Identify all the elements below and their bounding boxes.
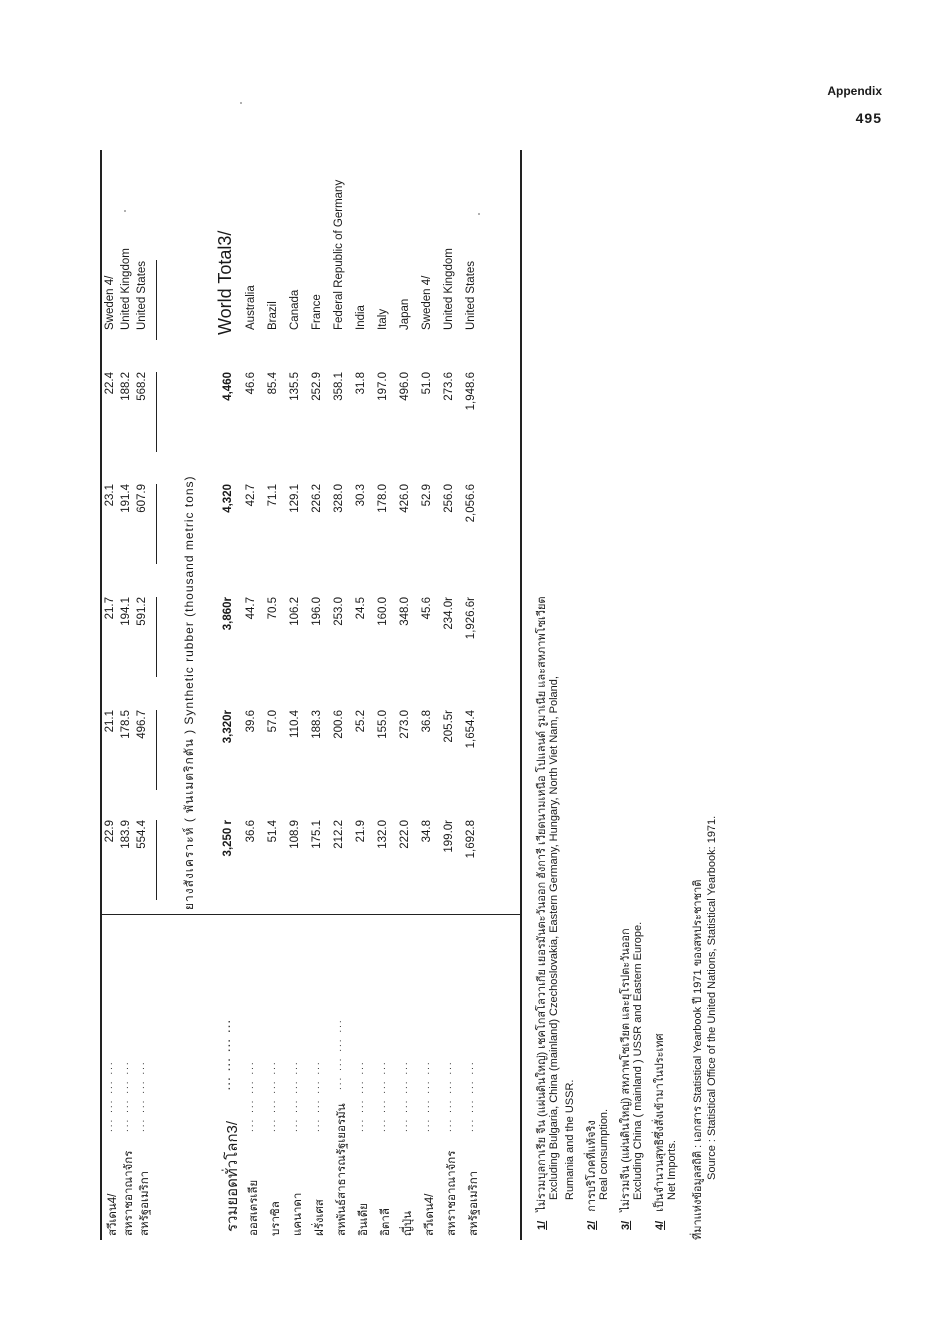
value-cell: 45.6: [421, 597, 433, 620]
value-cell: 358.1: [333, 372, 345, 401]
value-cell: 178.5: [120, 710, 132, 739]
row-thai-label: อินเดีย: [358, 1203, 370, 1236]
value-cell: 25.2: [355, 710, 367, 733]
footnote-mark: 4/: [654, 1220, 666, 1230]
table-row: [377, 150, 399, 1240]
row-english-label: Sweden 4/: [421, 275, 433, 330]
value-cell: 205.5r: [443, 710, 455, 743]
column-rule: [156, 484, 157, 564]
table-row: [311, 150, 333, 1240]
value-cell: 71.1: [267, 484, 279, 507]
table-row: [465, 150, 487, 1240]
leader-dots: ... ... ... ...: [311, 1060, 322, 1132]
value-cell: 226.2: [311, 484, 323, 513]
value-cell: 496.0: [399, 372, 411, 401]
row-english-label: Canada: [289, 289, 301, 330]
value-cell: 273.6: [443, 372, 455, 401]
footnote-thai: การบริโภคที่แท้จริง: [586, 1120, 598, 1212]
leader-dots: ... ... ... ...: [222, 1018, 233, 1090]
table-row: [267, 150, 289, 1240]
value-cell: 188.3: [311, 710, 323, 739]
value-cell: 36.8: [421, 710, 433, 733]
value-cell: 70.5: [267, 597, 279, 620]
value-cell: 52.9: [421, 484, 433, 507]
value-cell: 85.4: [267, 372, 279, 395]
value-cell: 256.0: [443, 484, 455, 513]
footnote-2-english: Real consumption.: [598, 1108, 610, 1200]
value-cell: 200.6: [333, 710, 345, 739]
value-cell: 3,320r: [222, 710, 234, 744]
value-cell: 3,860r: [222, 597, 234, 631]
column-rule: [156, 820, 157, 900]
source-thai: ที่มาแห่งข้อมูลสถิติ : เอกสาร Statistical Yearbook ปี 1971 ของสหประชาชาติ: [692, 879, 704, 1240]
footnote-mark: 2/: [586, 1220, 598, 1230]
page-number: 495: [855, 110, 882, 126]
value-cell: 426.0: [399, 484, 411, 513]
row-thai-label: สหพันธ์สาธารณรัฐเยอรมัน: [336, 1103, 348, 1236]
value-cell: 132.0: [377, 820, 389, 849]
row-thai-label: สหราชอาณาจักร: [446, 1150, 458, 1236]
value-cell: 222.0: [399, 820, 411, 849]
row-thai-label: สหรัฐอเมริกา: [468, 1170, 480, 1236]
leader-dots: ... ... ... ...: [104, 1060, 115, 1132]
leader-dots: ... ... ... ...: [267, 1060, 278, 1132]
leader-dots: ... ... ... ...: [465, 1060, 476, 1132]
value-cell: 1,948.6: [465, 372, 477, 411]
row-english-label: United States: [465, 260, 477, 330]
row-english-label: Australia: [245, 285, 257, 330]
footnote-thai: เป็นจำนวนสุทธิซึ่งสั่งเข้ามาในประเทศ: [654, 1033, 666, 1212]
value-cell: 3,250 r: [222, 820, 234, 857]
row-thai-label: สวีเดน4/: [424, 1193, 436, 1236]
row-thai-label: บราซิล: [270, 1201, 282, 1236]
footnote-mark: 1/: [536, 1220, 548, 1230]
value-cell: 253.0: [333, 597, 345, 626]
row-english-label: United Kingdom: [120, 248, 132, 330]
leader-dots: ... ... ... ...: [377, 1060, 388, 1132]
value-cell: 175.1: [311, 820, 323, 849]
value-cell: 194.1: [120, 597, 132, 626]
value-cell: 22.4: [104, 372, 116, 395]
column-rule: [156, 710, 157, 790]
value-cell: 188.2: [120, 372, 132, 401]
value-cell: 57.0: [267, 710, 279, 733]
value-cell: 591.2: [136, 597, 148, 626]
value-cell: 24.5: [355, 597, 367, 620]
value-cell: 554.4: [136, 820, 148, 849]
value-cell: 568.2: [136, 372, 148, 401]
value-cell: 328.0: [333, 484, 345, 513]
leader-dots: ... ... ... ...: [120, 1060, 131, 1132]
value-cell: 34.8: [421, 820, 433, 843]
value-cell: 197.0: [377, 372, 389, 401]
footnote-3-english: Excluding China ( mainland ) USSR and Eastern Europe.: [632, 921, 644, 1200]
column-rule: [156, 372, 157, 452]
row-english-label: Italy: [377, 308, 389, 330]
value-cell: 108.9: [289, 820, 301, 849]
value-cell: 273.0: [399, 710, 411, 739]
row-thai-label: สวีเดน4/: [107, 1193, 119, 1236]
row-english-label: Brazil: [267, 301, 279, 330]
table-bottom-rule: [520, 150, 522, 1240]
value-cell: 607.9: [136, 484, 148, 513]
value-cell: 51.4: [267, 820, 279, 843]
row-english-label: United States: [136, 260, 148, 330]
leader-dots: ... ... ... ...: [399, 1060, 410, 1132]
row-english-label: Japan: [399, 298, 411, 330]
section-title: ยางสังเคราะห์ ( พันเมตริกตัน ) Synthetic rubber (thousand metric tons): [182, 475, 196, 910]
footnote-mark: 3/: [620, 1220, 632, 1230]
footnote-1-english-cont: Rumania and the USSR.: [564, 1079, 576, 1200]
table-row: [136, 150, 158, 1240]
world-total-english-label: World Total3/: [215, 230, 235, 335]
row-thai-label: สหรัฐอเมริกา: [139, 1170, 151, 1236]
footnote-4-english: Net Imports.: [666, 1140, 678, 1200]
world-total-thai-label: รวมยอดทั่วโลก3/: [224, 1120, 241, 1232]
value-cell: 178.0: [377, 484, 389, 513]
value-cell: 22.9: [104, 820, 116, 843]
value-cell: 196.0: [311, 597, 323, 626]
value-cell: 44.7: [245, 597, 257, 620]
world-total-row: [222, 150, 244, 1240]
row-english-label: France: [311, 294, 323, 330]
value-cell: 183.9: [120, 820, 132, 849]
source-english: Source : Statistical Office of the United Nations, Statistical Yearbook: 1971.: [706, 815, 718, 1180]
value-cell: 31.8: [355, 372, 367, 395]
leader-dots: ... ... ... ...: [443, 1060, 454, 1132]
value-cell: 42.7: [245, 484, 257, 507]
leader-dots: ... ... ... ...: [421, 1060, 432, 1132]
value-cell: 496.7: [136, 710, 148, 739]
table-row: [289, 150, 311, 1240]
row-english-label: India: [355, 305, 367, 330]
rotated-table-sheet: [100, 150, 718, 1240]
value-cell: 110.4: [289, 710, 301, 738]
table-row: [245, 150, 267, 1240]
scan-speck: [240, 102, 242, 104]
value-cell: 252.9: [311, 372, 323, 401]
column-rule: [156, 260, 157, 340]
value-cell: 21.1: [104, 710, 116, 733]
row-thai-label: ออสเตรเลีย: [248, 1179, 260, 1236]
value-cell: 1,654.4: [465, 710, 477, 749]
table-row: [333, 150, 355, 1240]
value-cell: 135.5: [289, 372, 301, 401]
row-thai-label: ฝรั่งเศส: [314, 1199, 326, 1236]
table-row: [443, 150, 465, 1240]
value-cell: 39.6: [245, 710, 257, 733]
value-cell: 4,460: [222, 372, 234, 401]
table-top-rule: [100, 150, 102, 1240]
value-cell: 46.6: [245, 372, 257, 395]
leader-dots: ... ... ... ...: [355, 1060, 366, 1132]
value-cell: 36.6: [245, 820, 257, 843]
leader-dots: ... ... ... ...: [289, 1060, 300, 1132]
table-row: [355, 150, 377, 1240]
value-cell: 23.1: [104, 484, 116, 507]
value-cell: 234.0r: [443, 597, 455, 630]
leader-dots: ... ... ... ...: [333, 1018, 344, 1090]
value-cell: 21.9: [355, 820, 367, 843]
row-thai-label: แคนาดา: [292, 1192, 304, 1236]
appendix-label: Appendix: [827, 84, 882, 98]
value-cell: 199.0r: [443, 820, 455, 853]
row-english-label: Federal Republic of Germany: [333, 179, 345, 330]
value-cell: 160.0: [377, 597, 389, 626]
row-english-label: United Kingdom: [443, 248, 455, 330]
value-cell: 2,056.6: [465, 484, 477, 523]
table-row: [399, 150, 421, 1240]
row-thai-label: สหราชอาณาจักร: [123, 1150, 135, 1236]
value-cell: 191.4: [120, 484, 132, 513]
row-thai-label: ญี่ปุ่น: [402, 1211, 414, 1236]
value-cell: 129.1: [289, 484, 301, 513]
value-cell: 51.0: [421, 372, 433, 395]
value-cell: 1,692.8: [465, 820, 477, 859]
value-cell: 212.2: [333, 820, 345, 849]
footnote-4: [650, 1033, 668, 1230]
footnote-1-english: Excluding Bulgaria, China (mainland) Czechoslovakia, Eastern Germany, Hungary, North Viet Nam, Poland,: [548, 676, 560, 1200]
value-cell: 106.2: [289, 597, 301, 626]
column-rule: [156, 597, 157, 677]
footnote-thai: ไม่รวมจีน (แผ่นดินใหญ่) สหภาพโซเวียต และยุโรปตะวันออก: [620, 928, 632, 1212]
value-cell: 30.3: [355, 484, 367, 507]
row-thai-label: อิตาลี: [380, 1208, 392, 1236]
value-cell: 155.0: [377, 710, 389, 739]
row-english-label: Sweden 4/: [104, 275, 116, 330]
footnote-thai: ไม่รวมบุลกาเรีย จีน (แผ่นดินใหญ่) เชคโกสโลวาเกีย เยอรมันตะวันออก ฮังการี เวียดนามเหนือ โปแลนด์ รูมาเนีย และสหภาพโซเวียต: [536, 596, 548, 1212]
leader-dots: ... ... ... ...: [245, 1060, 256, 1132]
value-cell: 1,926.6r: [465, 597, 477, 640]
value-cell: 21.7: [104, 597, 116, 620]
table-row: [421, 150, 443, 1240]
value-cell: 4,320: [222, 484, 234, 513]
leader-dots: ... ... ... ...: [136, 1060, 147, 1132]
value-cell: 348.0: [399, 597, 411, 626]
